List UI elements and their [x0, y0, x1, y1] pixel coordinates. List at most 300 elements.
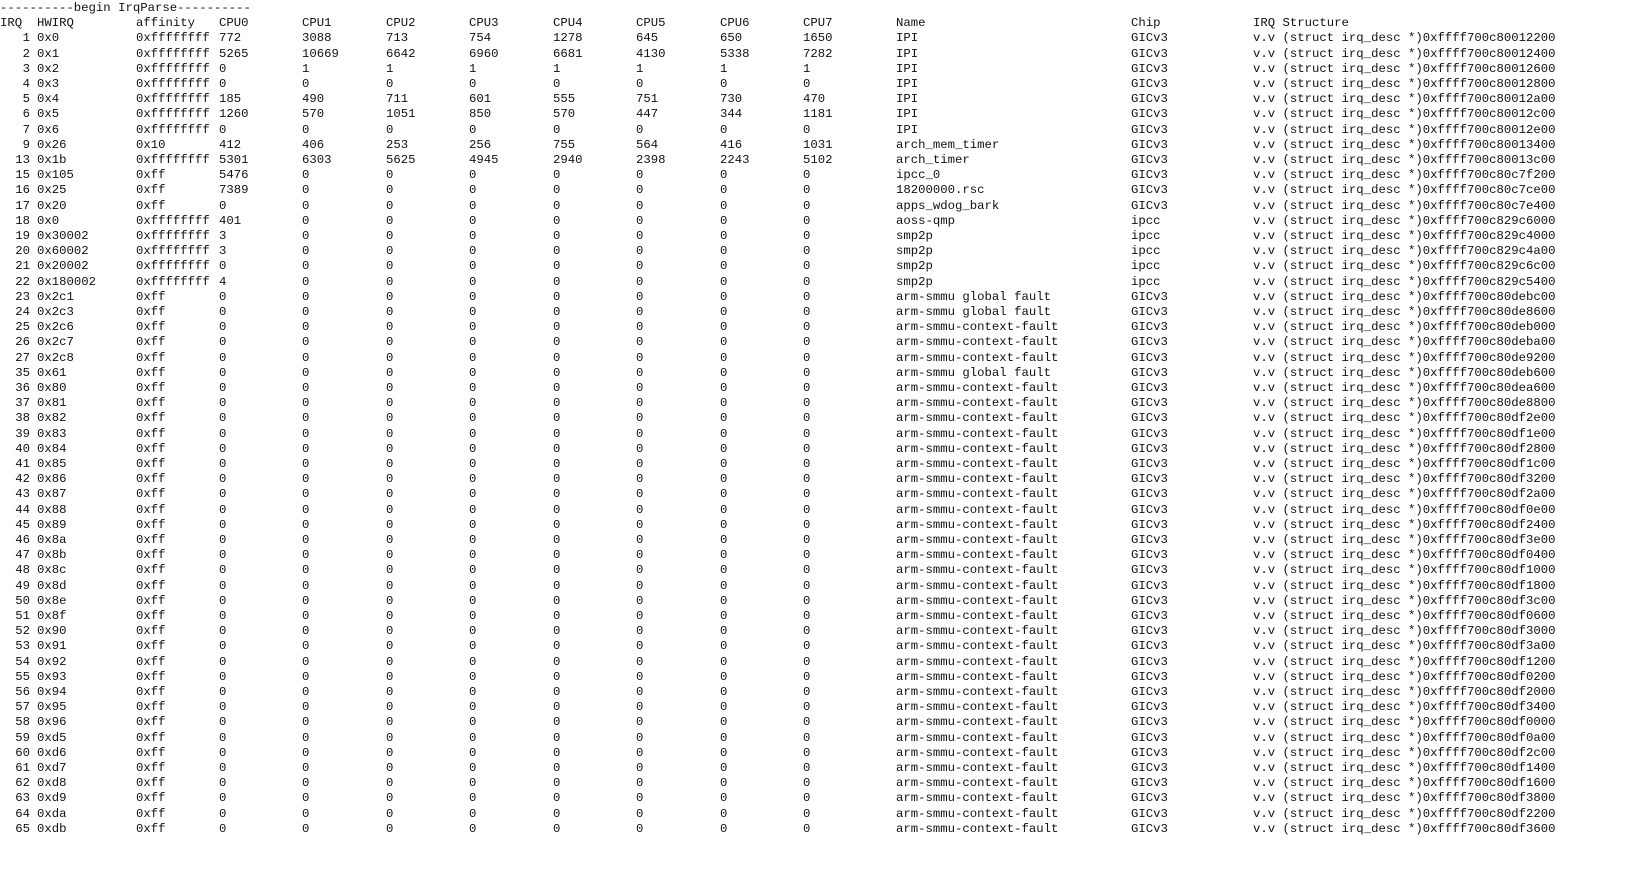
irq-cell: 47	[15, 548, 30, 563]
cpu2-count-cell: 0	[386, 365, 394, 380]
cpu7-count-cell: 1650	[803, 31, 833, 46]
irq-structure-cell: v.v (struct irq_desc *)0xffff700c80df2400	[1253, 517, 1556, 532]
cpu2-count-cell: 0	[386, 487, 394, 502]
irq-name-cell: arm-smmu-context-fault	[896, 776, 1059, 791]
table-row	[0, 670, 1650, 685]
irq-cell: 3	[22, 61, 30, 76]
hwirq-cell: 0x2	[37, 61, 60, 76]
cpu1-count-cell: 0	[302, 806, 310, 821]
chip-cell: GICv3	[1131, 320, 1168, 335]
irq-name-cell: arm-smmu-context-fault	[896, 502, 1059, 517]
cpu7-count-cell: 0	[803, 533, 811, 547]
cpu3-count-cell: 1	[469, 61, 477, 76]
hwirq-cell: 0x20	[37, 198, 67, 213]
affinity-cell: 0xffffffff	[136, 107, 210, 122]
cpu7-count-cell: 0	[803, 806, 811, 821]
irq-cell: 27	[15, 350, 30, 365]
cpu1-count-cell: 0	[302, 548, 310, 563]
irq-cell: 1	[22, 31, 30, 46]
chip-cell: GICv3	[1131, 61, 1168, 76]
cpu3-count-cell: 0	[469, 578, 477, 593]
irq-cell: 46	[15, 533, 30, 547]
table-row	[0, 47, 1650, 62]
cpu0-count-cell: 0	[219, 639, 227, 654]
cpu1-count-cell: 0	[302, 472, 310, 487]
cpu5-count-cell: 0	[636, 426, 644, 441]
cpu6-count-cell: 0	[720, 441, 728, 456]
hwirq-cell: 0x61	[37, 365, 67, 380]
irq-cell: 63	[15, 791, 30, 806]
table-row	[0, 761, 1650, 776]
irq-name-cell: smp2p	[896, 229, 933, 243]
cpu5-count-cell: 0	[636, 259, 644, 274]
cpu3-count-cell: 0	[469, 791, 477, 806]
chip-cell: ipcc	[1131, 244, 1161, 259]
cpu5-count-cell: 0	[636, 791, 644, 806]
irq-cell: 58	[15, 715, 30, 730]
cpu1-count-cell: 0	[302, 183, 310, 198]
cpu3-count-cell: 0	[469, 77, 477, 91]
cpu6-count-cell: 1	[720, 61, 728, 76]
irq-structure-cell: v.v (struct irq_desc *)0xffff700c80df1400	[1253, 761, 1556, 775]
cpu1-count-cell: 1	[302, 61, 310, 76]
cpu3-count-cell: 601	[469, 92, 492, 107]
affinity-cell: 0xff	[136, 320, 166, 335]
cpu5-count-cell: 0	[636, 821, 644, 836]
irq-cell: 51	[15, 609, 30, 623]
chip-cell: GICv3	[1131, 122, 1168, 137]
affinity-cell: 0xff	[136, 685, 166, 699]
header-cpu6: CPU6	[720, 16, 750, 31]
irq-cell: 15	[15, 168, 30, 183]
cpu7-count-cell: 0	[803, 654, 811, 669]
chip-cell: GICv3	[1131, 654, 1168, 669]
cpu3-count-cell: 0	[469, 502, 477, 517]
cpu3-count-cell: 0	[469, 229, 477, 243]
chip-cell: GICv3	[1131, 472, 1168, 487]
cpu5-count-cell: 645	[636, 31, 659, 46]
irq-name-cell: arm-smmu-context-fault	[896, 350, 1059, 365]
irq-name-cell: arm-smmu-context-fault	[896, 533, 1059, 547]
irq-structure-cell: v.v (struct irq_desc *)0xffff700c80de9200	[1253, 350, 1556, 365]
cpu7-count-cell: 0	[803, 411, 811, 426]
cpu6-count-cell: 0	[720, 776, 728, 791]
table-row	[0, 563, 1650, 578]
table-row	[0, 77, 1650, 92]
cpu1-count-cell: 0	[302, 791, 310, 806]
irq-name-cell: IPI	[896, 77, 919, 91]
hwirq-cell: 0x92	[37, 654, 67, 669]
table-row	[0, 396, 1650, 411]
cpu2-count-cell: 0	[386, 457, 394, 471]
cpu1-count-cell: 6303	[302, 153, 332, 167]
irq-structure-cell: v.v (struct irq_desc *)0xffff700c80df1600	[1253, 776, 1556, 791]
irq-structure-cell: v.v (struct irq_desc *)0xffff700c80df2800	[1253, 441, 1556, 456]
cpu5-count-cell: 0	[636, 411, 644, 426]
cpu1-count-cell: 0	[302, 426, 310, 441]
cpu6-count-cell: 0	[720, 548, 728, 563]
cpu1-count-cell: 0	[302, 715, 310, 730]
irq-name-cell: arm-smmu-context-fault	[896, 411, 1059, 426]
cpu7-count-cell: 0	[803, 715, 811, 730]
affinity-cell: 0xff	[136, 593, 166, 608]
cpu0-count-cell: 0	[219, 715, 227, 730]
cpu6-count-cell: 0	[720, 320, 728, 335]
chip-cell: GICv3	[1131, 305, 1168, 319]
cpu2-count-cell: 0	[386, 745, 394, 760]
irq-cell: 7	[22, 122, 30, 137]
cpu5-count-cell: 1	[636, 61, 644, 76]
table-row	[0, 199, 1650, 214]
header-chip: Chip	[1131, 16, 1161, 31]
cpu4-count-cell: 0	[553, 487, 561, 502]
hwirq-cell: 0xd5	[37, 730, 67, 745]
irq-cell: 17	[15, 198, 30, 213]
cpu3-count-cell: 0	[469, 198, 477, 213]
cpu5-count-cell: 0	[636, 350, 644, 365]
table-row	[0, 746, 1650, 761]
irq-structure-cell: v.v (struct irq_desc *)0xffff700c80deb600	[1253, 365, 1556, 380]
cpu5-count-cell: 0	[636, 305, 644, 319]
cpu4-count-cell: 0	[553, 821, 561, 836]
cpu5-count-cell: 0	[636, 335, 644, 350]
cpu7-count-cell: 470	[803, 92, 826, 107]
chip-cell: GICv3	[1131, 685, 1168, 699]
irq-name-cell: arm-smmu-context-fault	[896, 487, 1059, 502]
cpu2-count-cell: 0	[386, 381, 394, 395]
cpu2-count-cell: 0	[386, 198, 394, 213]
table-header-row	[0, 16, 1650, 31]
cpu5-count-cell: 0	[636, 320, 644, 335]
cpu1-count-cell: 0	[302, 457, 310, 471]
cpu4-count-cell: 0	[553, 259, 561, 274]
cpu0-count-cell: 0	[219, 517, 227, 532]
irq-structure-cell: v.v (struct irq_desc *)0xffff700c80de8800	[1253, 396, 1556, 411]
irq-structure-cell: v.v (struct irq_desc *)0xffff700c80deb000	[1253, 320, 1556, 335]
table-row	[0, 138, 1650, 153]
cpu7-count-cell: 0	[803, 745, 811, 760]
cpu3-count-cell: 0	[469, 274, 477, 289]
affinity-cell: 0xff	[136, 487, 166, 502]
cpu5-count-cell: 0	[636, 654, 644, 669]
header-affinity: affinity	[136, 16, 196, 31]
irq-cell: 4	[22, 77, 30, 91]
irq-cell: 55	[15, 669, 30, 684]
cpu0-count-cell: 0	[219, 335, 227, 350]
cpu4-count-cell: 755	[553, 137, 576, 152]
cpu5-count-cell: 0	[636, 624, 644, 639]
cpu2-count-cell: 0	[386, 821, 394, 836]
cpu3-count-cell: 0	[469, 335, 477, 350]
cpu4-count-cell: 0	[553, 806, 561, 821]
cpu0-count-cell: 1260	[219, 107, 249, 122]
cpu6-count-cell: 0	[720, 685, 728, 699]
header-cpu7: CPU7	[803, 16, 833, 31]
irq-structure-cell: v.v (struct irq_desc *)0xffff700c829c6c00	[1253, 259, 1556, 274]
hwirq-cell: 0xda	[37, 806, 67, 821]
cpu6-count-cell: 0	[720, 715, 728, 730]
cpu3-count-cell: 0	[469, 806, 477, 821]
cpu3-count-cell: 0	[469, 320, 477, 335]
cpu3-count-cell: 256	[469, 137, 492, 152]
cpu1-count-cell: 0	[302, 244, 310, 259]
cpu2-count-cell: 1051	[386, 107, 416, 122]
irq-name-cell: smp2p	[896, 274, 933, 289]
cpu0-count-cell: 5265	[219, 46, 249, 61]
cpu7-count-cell: 0	[803, 639, 811, 654]
irq-name-cell: arm-smmu-context-fault	[896, 821, 1059, 836]
cpu0-count-cell: 5301	[219, 153, 249, 167]
irq-name-cell: arm-smmu-context-fault	[896, 624, 1059, 639]
cpu4-count-cell: 0	[553, 639, 561, 654]
cpu6-count-cell: 0	[720, 700, 728, 715]
cpu1-count-cell: 0	[302, 563, 310, 578]
cpu1-count-cell: 0	[302, 502, 310, 517]
cpu4-count-cell: 0	[553, 685, 561, 699]
chip-cell: GICv3	[1131, 381, 1168, 395]
table-row	[0, 442, 1650, 457]
cpu3-count-cell: 754	[469, 31, 492, 46]
cpu3-count-cell: 0	[469, 396, 477, 411]
table-row	[0, 335, 1650, 350]
cpu0-count-cell: 0	[219, 472, 227, 487]
chip-cell: GICv3	[1131, 183, 1168, 198]
cpu3-count-cell: 0	[469, 669, 477, 684]
affinity-cell: 0xffffffff	[136, 274, 210, 289]
affinity-cell: 0xff	[136, 639, 166, 654]
cpu2-count-cell: 0	[386, 776, 394, 791]
cpu5-count-cell: 0	[636, 122, 644, 137]
chip-cell: GICv3	[1131, 821, 1168, 836]
irq-name-cell: arm-smmu-context-fault	[896, 320, 1059, 335]
cpu6-count-cell: 0	[720, 244, 728, 259]
cpu0-count-cell: 0	[219, 305, 227, 319]
cpu7-count-cell: 0	[803, 229, 811, 243]
cpu0-count-cell: 0	[219, 350, 227, 365]
table-row	[0, 685, 1650, 700]
cpu6-count-cell: 0	[720, 426, 728, 441]
irq-cell: 48	[15, 563, 30, 578]
cpu1-count-cell: 0	[302, 730, 310, 745]
irq-structure-cell: v.v (struct irq_desc *)0xffff700c80df3200	[1253, 472, 1556, 487]
cpu1-count-cell: 0	[302, 821, 310, 836]
cpu1-count-cell: 0	[302, 700, 310, 715]
cpu5-count-cell: 0	[636, 806, 644, 821]
affinity-cell: 0xffffffff	[136, 92, 210, 107]
irq-name-cell: arm-smmu global fault	[896, 365, 1051, 380]
cpu3-count-cell: 0	[469, 639, 477, 654]
cpu2-count-cell: 1	[386, 61, 394, 76]
irq-structure-cell: v.v (struct irq_desc *)0xffff700c829c6000	[1253, 213, 1556, 228]
irq-structure-cell: v.v (struct irq_desc *)0xffff700c80012e00	[1253, 122, 1556, 137]
cpu1-count-cell: 0	[302, 654, 310, 669]
chip-cell: GICv3	[1131, 791, 1168, 806]
irq-structure-cell: v.v (struct irq_desc *)0xffff700c80012c00	[1253, 107, 1556, 122]
cpu7-count-cell: 7282	[803, 46, 833, 61]
irq-structure-cell: v.v (struct irq_desc *)0xffff700c80df3000	[1253, 624, 1556, 639]
irq-cell: 22	[15, 274, 30, 289]
irq-name-cell: arm-smmu-context-fault	[896, 457, 1059, 471]
cpu6-count-cell: 0	[720, 791, 728, 806]
cpu7-count-cell: 0	[803, 669, 811, 684]
table-row	[0, 123, 1650, 138]
cpu4-count-cell: 0	[553, 654, 561, 669]
cpu1-count-cell: 0	[302, 517, 310, 532]
cpu0-count-cell: 0	[219, 593, 227, 608]
chip-cell: GICv3	[1131, 761, 1168, 775]
cpu4-count-cell: 0	[553, 396, 561, 411]
hwirq-cell: 0x2c6	[37, 320, 74, 335]
cpu7-count-cell: 0	[803, 609, 811, 623]
cpu7-count-cell: 0	[803, 381, 811, 395]
cpu2-count-cell: 0	[386, 609, 394, 623]
table-row	[0, 791, 1650, 806]
cpu7-count-cell: 0	[803, 289, 811, 304]
irq-cell: 5	[22, 92, 30, 107]
cpu5-count-cell: 0	[636, 289, 644, 304]
irq-name-cell: arm-smmu-context-fault	[896, 441, 1059, 456]
cpu4-count-cell: 555	[553, 92, 576, 107]
table-row	[0, 503, 1650, 518]
cpu1-count-cell: 0	[302, 259, 310, 274]
cpu3-count-cell: 0	[469, 730, 477, 745]
cpu3-count-cell: 0	[469, 548, 477, 563]
table-row	[0, 229, 1650, 244]
cpu5-count-cell: 0	[636, 381, 644, 395]
table-row	[0, 305, 1650, 320]
hwirq-cell: 0x8b	[37, 548, 67, 563]
cpu4-count-cell: 0	[553, 457, 561, 471]
affinity-cell: 0xff	[136, 776, 166, 791]
irq-cell: 45	[15, 517, 30, 532]
irq-name-cell: arm-smmu-context-fault	[896, 715, 1059, 730]
affinity-cell: 0xff	[136, 365, 166, 380]
hwirq-cell: 0x95	[37, 700, 67, 715]
irq-name-cell: arm-smmu-context-fault	[896, 426, 1059, 441]
cpu2-count-cell: 6642	[386, 46, 416, 61]
affinity-cell: 0xff	[136, 548, 166, 563]
cpu4-count-cell: 0	[553, 350, 561, 365]
cpu2-count-cell: 0	[386, 411, 394, 426]
cpu5-count-cell: 0	[636, 700, 644, 715]
cpu4-count-cell: 0	[553, 715, 561, 730]
hwirq-cell: 0x180002	[37, 274, 97, 289]
chip-cell: GICv3	[1131, 350, 1168, 365]
cpu3-count-cell: 0	[469, 685, 477, 699]
cpu7-count-cell: 0	[803, 168, 811, 183]
irq-cell: 13	[15, 153, 30, 167]
cpu4-count-cell: 0	[553, 745, 561, 760]
hwirq-cell: 0x86	[37, 472, 67, 487]
cpu2-count-cell: 0	[386, 426, 394, 441]
cpu3-count-cell: 0	[469, 213, 477, 228]
cpu0-count-cell: 0	[219, 761, 227, 775]
chip-cell: GICv3	[1131, 517, 1168, 532]
cpu3-count-cell: 0	[469, 183, 477, 198]
table-row	[0, 183, 1650, 198]
cpu3-count-cell: 0	[469, 411, 477, 426]
irq-cell: 49	[15, 578, 30, 593]
cpu7-count-cell: 0	[803, 821, 811, 836]
table-row	[0, 533, 1650, 548]
hwirq-cell: 0x82	[37, 411, 67, 426]
affinity-cell: 0xffffffff	[136, 244, 210, 259]
table-row	[0, 366, 1650, 381]
cpu0-count-cell: 0	[219, 563, 227, 578]
irq-name-cell: smp2p	[896, 259, 933, 274]
cpu6-count-cell: 0	[720, 593, 728, 608]
affinity-cell: 0xffffffff	[136, 122, 210, 137]
chip-cell: GICv3	[1131, 715, 1168, 730]
affinity-cell: 0xff	[136, 517, 166, 532]
cpu4-count-cell: 0	[553, 289, 561, 304]
cpu1-count-cell: 570	[302, 107, 325, 122]
hwirq-cell: 0x90	[37, 624, 67, 639]
cpu6-count-cell: 0	[720, 502, 728, 517]
cpu1-count-cell: 0	[302, 213, 310, 228]
cpu6-count-cell: 0	[720, 624, 728, 639]
irq-structure-cell: v.v (struct irq_desc *)0xffff700c80df0000	[1253, 715, 1556, 730]
affinity-cell: 0xff	[136, 563, 166, 578]
irq-name-cell: IPI	[896, 31, 919, 46]
hwirq-cell: 0x3	[37, 77, 60, 91]
cpu5-count-cell: 0	[636, 761, 644, 775]
cpu4-count-cell: 1278	[553, 31, 583, 46]
table-row	[0, 609, 1650, 624]
cpu0-count-cell: 0	[219, 745, 227, 760]
cpu0-count-cell: 0	[219, 624, 227, 639]
table-row	[0, 351, 1650, 366]
irq-name-cell: 18200000.rsc	[896, 183, 985, 198]
cpu1-count-cell: 0	[302, 639, 310, 654]
cpu3-count-cell: 6960	[469, 46, 499, 61]
cpu3-count-cell: 0	[469, 259, 477, 274]
header-cpu4: CPU4	[553, 16, 583, 31]
table-row	[0, 290, 1650, 305]
cpu3-count-cell: 0	[469, 715, 477, 730]
cpu6-count-cell: 0	[720, 305, 728, 319]
irq-structure-cell: v.v (struct irq_desc *)0xffff700c80df0a00	[1253, 730, 1556, 745]
irq-structure-cell: v.v (struct irq_desc *)0xffff700c80dea600	[1253, 381, 1556, 395]
chip-cell: GICv3	[1131, 593, 1168, 608]
chip-cell: GICv3	[1131, 563, 1168, 578]
cpu4-count-cell: 0	[553, 700, 561, 715]
header-cpu0: CPU0	[219, 16, 249, 31]
affinity-cell: 0xffffffff	[136, 229, 210, 243]
cpu7-count-cell: 0	[803, 198, 811, 213]
affinity-cell: 0xff	[136, 381, 166, 395]
irq-name-cell: arm-smmu-context-fault	[896, 745, 1059, 760]
cpu3-count-cell: 0	[469, 350, 477, 365]
irq-name-cell: arm-smmu-context-fault	[896, 639, 1059, 654]
cpu2-count-cell: 713	[386, 31, 409, 46]
cpu7-count-cell: 0	[803, 791, 811, 806]
cpu4-count-cell: 0	[553, 624, 561, 639]
irqparse-banner: ----------begin IrqParse----------	[0, 1, 251, 15]
cpu2-count-cell: 0	[386, 350, 394, 365]
affinity-cell: 0xffffffff	[136, 46, 210, 61]
hwirq-cell: 0x1b	[37, 153, 67, 167]
irq-cell: 40	[15, 441, 30, 456]
cpu4-count-cell: 0	[553, 274, 561, 289]
cpu7-count-cell: 0	[803, 578, 811, 593]
hwirq-cell: 0x105	[37, 168, 74, 183]
affinity-cell: 0xff	[136, 335, 166, 350]
hwirq-cell: 0x91	[37, 639, 67, 654]
table-row	[0, 579, 1650, 594]
affinity-cell: 0xff	[136, 806, 166, 821]
hwirq-cell: 0x26	[37, 137, 67, 152]
